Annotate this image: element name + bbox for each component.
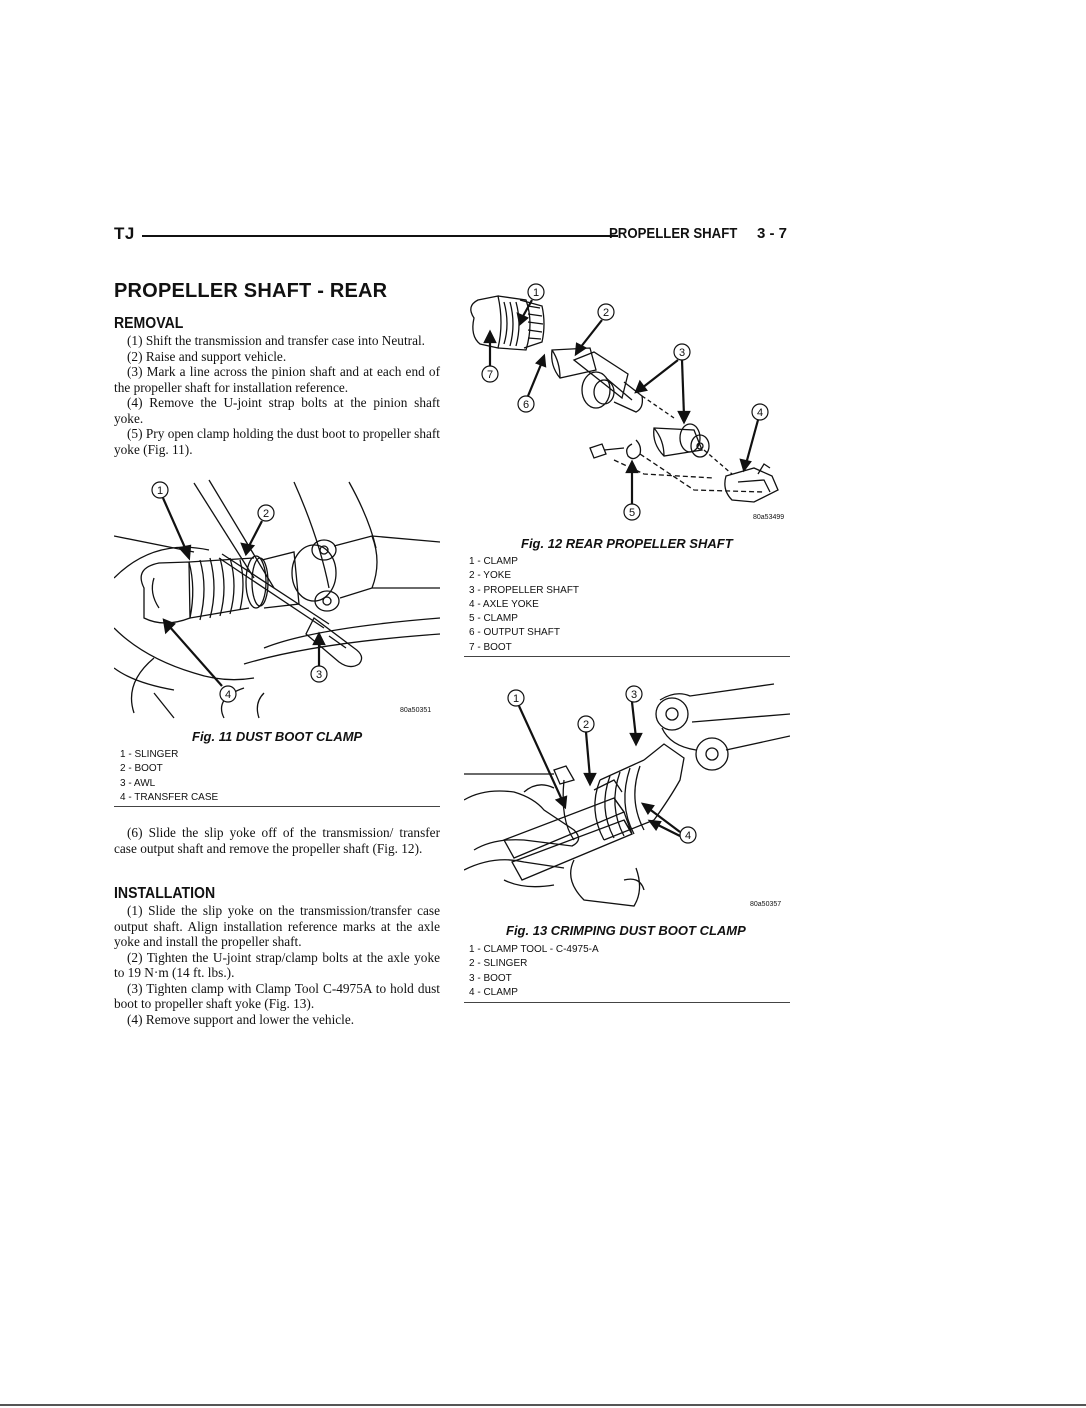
figure-12 <box>464 278 790 660</box>
legend-item: 7 - BOOT <box>469 641 512 653</box>
removal-step: (2) Raise and support vehicle. <box>127 348 287 364</box>
fig13-legend <box>469 943 599 1000</box>
fig13-caption: Fig. 13 CRIMPING DUST BOOT CLAMP <box>506 923 746 938</box>
legend-item: 4 - AXLE YOKE <box>469 598 539 610</box>
figure-11 <box>114 478 440 808</box>
legend-item: 2 - SLINGER <box>469 958 528 970</box>
legend-item: 2 - YOKE <box>469 570 512 582</box>
fig13-code: 80a50357 <box>750 901 782 908</box>
removal-step: (1) Shift the transmission and transfer case into Neutral. <box>127 333 425 348</box>
fig11-callout-2: 2 <box>262 508 270 520</box>
legend-item: 4 - CLAMP <box>469 986 518 998</box>
figure-13 <box>464 680 790 1005</box>
fig12-callout-6: 6 <box>522 399 530 411</box>
fig12-callout-5: 5 <box>628 507 636 519</box>
legend-item: 2 - BOOT <box>120 763 163 775</box>
fig13-callout-2: 2 <box>582 719 590 731</box>
fig11-callout-4: 4 <box>224 689 232 701</box>
removal-continued <box>114 825 440 856</box>
legend-item: 5 - CLAMP <box>469 613 518 625</box>
fig11-legend <box>120 748 218 805</box>
fig13-callout-4: 4 <box>684 830 692 842</box>
fig12-callout-1: 1 <box>532 287 540 299</box>
removal-section <box>114 315 440 457</box>
fig11-callout-3: 3 <box>315 669 323 681</box>
fig12-code: 80a53499 <box>753 514 785 521</box>
removal-steps <box>114 333 440 457</box>
fig11-illustration <box>114 478 440 723</box>
installation-step: (2) Tighten the U-joint strap/clamp bolts at the axle yoke to 19 N·m (14 ft. lbs.). <box>114 949 440 980</box>
installation-steps <box>114 903 440 1027</box>
legend-item: 1 - CLAMP <box>469 556 518 567</box>
fig11-code: 80a50351 <box>400 707 432 714</box>
fig13-rule <box>464 1002 790 1003</box>
removal-step: (4) Remove the U-joint strap bolts at the pinion shaft yoke. <box>114 395 440 426</box>
fig12-callout-2: 2 <box>602 307 610 319</box>
legend-item: 3 - AWL <box>120 777 156 789</box>
installation-step: (3) Tighten clamp with Clamp Tool C-4975A to hold dust boot to propeller shaft yoke (Fig. 13). <box>114 980 440 1011</box>
legend-item: 6 - OUTPUT SHAFT <box>469 627 560 639</box>
fig11-caption: Fig. 11 DUST BOOT CLAMP <box>192 729 363 744</box>
removal-step: (5) Pry open clamp holding the dust boot to propeller shaft yoke (Fig. 11). <box>114 426 440 457</box>
legend-item: 4 - TRANSFER CASE <box>120 791 219 803</box>
fig12-legend <box>469 555 579 655</box>
header-title: PROPELLER SHAFT <box>609 225 738 242</box>
fig11-rule <box>114 806 440 807</box>
fig13-callout-3: 3 <box>630 689 638 701</box>
installation-step: (1) Slide the slip yoke on the transmission/transfer case output shaft. Align installation reference marks at the axle yoke and install the propeller shaft. <box>114 903 440 949</box>
legend-item: 3 - BOOT <box>469 972 512 984</box>
fig13-callout-1: 1 <box>512 693 520 705</box>
installation-heading: INSTALLATION <box>114 885 216 902</box>
fig12-callout-3: 3 <box>678 347 686 359</box>
legend-item: 1 - CLAMP TOOL - C-4975-A <box>469 944 599 955</box>
removal-step: (3) Mark a line across the pinion shaft and at each end of the propeller shaft for installation reference. <box>114 364 440 395</box>
removal-step-6: (6) Slide the slip yoke off of the transmission/ transfer case output shaft and remove the propeller shaft (Fig. 12). <box>114 825 440 856</box>
fig13-illustration <box>464 680 790 915</box>
header-rule <box>142 235 618 237</box>
fig12-callout-4: 4 <box>756 407 764 419</box>
legend-item: 1 - SLINGER <box>120 749 179 760</box>
section-title: PROPELLER SHAFT - REAR <box>114 280 388 302</box>
legend-item: 3 - PROPELLER SHAFT <box>469 584 580 596</box>
fig11-callout-1: 1 <box>156 485 164 497</box>
installation-step: (4) Remove support and lower the vehicle. <box>127 1011 355 1027</box>
fig12-callout-7: 7 <box>486 369 494 381</box>
viewer-bottom-edge <box>0 1404 1086 1406</box>
fig12-illustration <box>464 278 790 528</box>
fig12-caption: Fig. 12 REAR PROPELLER SHAFT <box>521 536 733 551</box>
running-header <box>114 222 790 248</box>
fig12-rule <box>464 656 790 657</box>
installation-section <box>114 885 440 1027</box>
page-number: 3 - 7 <box>757 225 788 242</box>
model-code: TJ <box>114 224 135 243</box>
removal-heading: REMOVAL <box>114 315 184 332</box>
